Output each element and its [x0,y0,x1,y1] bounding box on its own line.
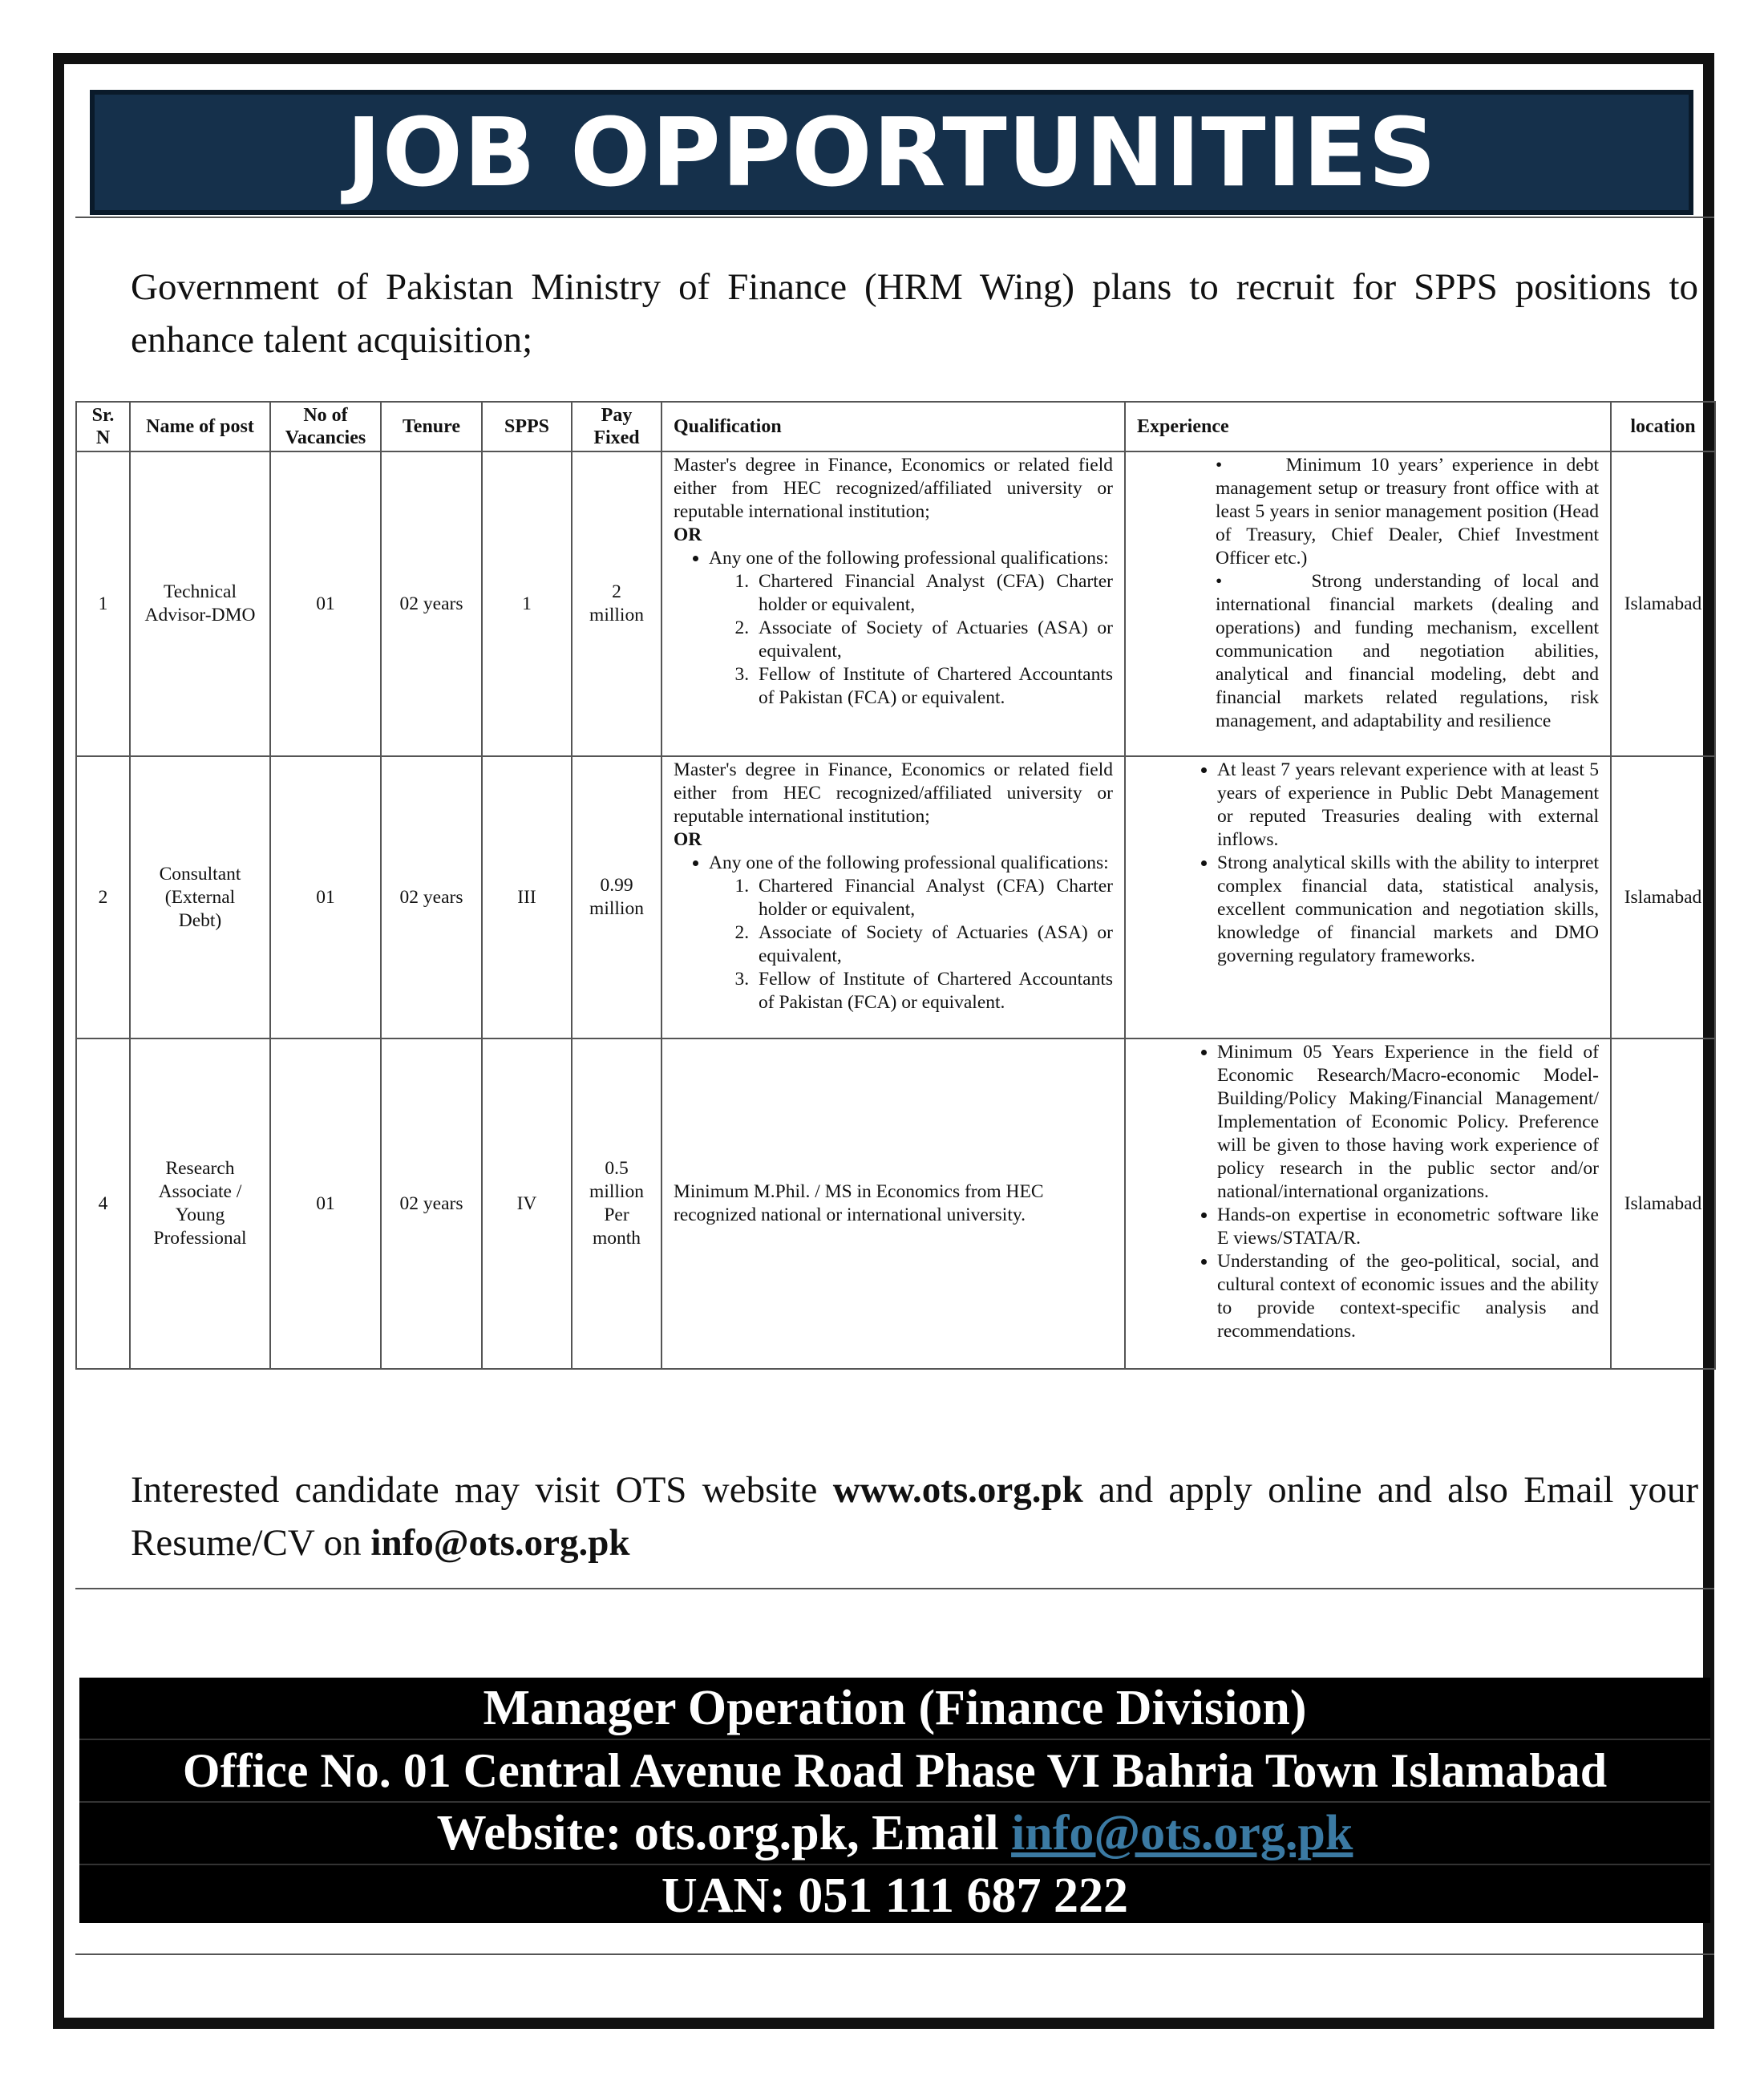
advertisement-frame [53,53,1714,2029]
banner-title: JOB OPPORTUNITIES [90,90,1693,215]
cell-sr: 2 [76,756,130,1038]
header-location: location [1611,402,1715,451]
qualification-or: OR [674,524,702,545]
divider [75,217,1714,218]
ots-website-link[interactable]: www.ots.org.pk [832,1469,1083,1511]
cell-experience [1125,1038,1611,1369]
list-item: • At least 7 years relevant experience with at least 5 years of experience in Public Debt Management or reputed Treasuries dealing with external inflows. [1217,759,1599,852]
header-sr: Sr. N [76,402,130,451]
qualification-list [674,852,1113,1014]
cell-pay: 2 million [572,451,662,756]
qualification-list [674,547,1113,710]
table-row [76,451,1715,756]
experience-list [1137,1041,1599,1343]
cell-pay: 0.99 million [572,756,662,1038]
header-vacancies: No of Vacancies [270,402,381,451]
cell-location: Islamabad [1611,451,1715,756]
experience-text: Strong understanding of local and international financial markets (dealing and operations) and funding mechanism, excellent communication and negotiation abilities, analytical and financial modeling, debt and financial markets related regulations, risk management, and adaptability and resilience [1216,571,1599,731]
cell-location: Islamabad [1611,756,1715,1038]
qualification-numbered-list [709,875,1113,1014]
list-item: • Strong understanding of local and international financial markets (dealing and operations) and funding mechanism, excellent communication and negotiation abilities, analytical and financial modeling, debt and financial markets related regulations, risk management, and adaptability and resilience [1216,571,1599,731]
table-row [76,1038,1715,1369]
header-name-of-post: Name of post [130,402,270,451]
cell-experience [1125,756,1611,1038]
list-item: • Minimum 10 years’ experience in debt management setup or treasury front office with at least 5 years in senior management position (Head of Treasury, Chief Dealer, Chief Investment Officer etc.) [1216,455,1600,569]
contact-web-email [79,1803,1710,1865]
qualification-intro: Master's degree in Finance, Economics or related field either from HEC recognized/affiliated university or reputable international institution; [674,759,1113,827]
cell-name-of-post: Consultant (External Debt) [130,756,270,1038]
list-item: • Strong analytical skills with the ability to interpret complex financial data, statistical analysis, excellent communication and negotiation skills, knowledge of financial markets and DMO governing regulatory frameworks. [1217,852,1599,968]
cell-tenure: 02 years [381,451,482,756]
qualification-bullet-text: Any one of the following professional qualifications: [709,548,1109,569]
contact-uan: UAN: 051 111 687 222 [661,1868,1129,1923]
cell-spps: 1 [482,451,572,756]
header-spps: SPPS [482,402,572,451]
qualification-numbered-list [709,570,1113,710]
header-tenure: Tenure [381,402,482,451]
experience-list [1137,759,1599,968]
list-item [709,547,1113,710]
cell-qualification [662,451,1125,756]
cell-tenure: 02 years [381,1038,482,1369]
cell-pay: 0.5 million Per month [572,1038,662,1369]
cell-location: Islamabad [1611,1038,1715,1369]
list-item [709,852,1113,1014]
list-item: 1. Chartered Financial Analyst (CFA) Charter holder or equivalent, [754,570,1113,617]
contact-block [79,1678,1710,1923]
header-pay: Pay Fixed [572,402,662,451]
list-item: • Understanding of the geo-political, social, and cultural context of economic issues and the ability to provide context-specific analysis and recommendations. [1217,1250,1599,1343]
jobs-table [75,401,1716,1370]
list-item: • Hands-on expertise in econometric software like E views/STATA/R. [1217,1204,1599,1250]
divider [75,1588,1714,1589]
qualification-or: OR [674,829,702,850]
cell-experience [1125,451,1611,756]
contact-web-text: Website: ots.org.pk, Email [436,1806,1012,1860]
contact-email-link[interactable]: info@ots.org.pk [1011,1806,1353,1860]
cell-vacancies: 01 [270,1038,381,1369]
list-item: 3. Fellow of Institute of Chartered Accountants of Pakistan (FCA) or equivalent. [754,663,1113,710]
cell-sr: 1 [76,451,130,756]
cell-name-of-post: Technical Advisor-DMO [130,451,270,756]
divider [75,1953,1714,1955]
cell-qualification [662,756,1125,1038]
ots-email-link[interactable]: info@ots.org.pk [370,1522,630,1564]
cell-vacancies: 01 [270,756,381,1038]
cell-qualification: Minimum M.Phil. / MS in Economics from HEC recognized national or international university. [662,1038,1125,1369]
qualification-intro: Master's degree in Finance, Economics or related field either from HEC recognized/affiliated university or reputable international institution; [674,455,1113,522]
cell-tenure: 02 years [381,756,482,1038]
cell-vacancies: 01 [270,451,381,756]
apply-text: and apply online and also Email your Resume/CV on [131,1469,1698,1564]
list-item: 3. Fellow of Institute of Chartered Accountants of Pakistan (FCA) or equivalent. [754,968,1113,1014]
list-item: 2. Associate of Society of Actuaries (ASA) or equivalent, [754,617,1113,663]
table-row [76,756,1715,1038]
apply-text: Interested candidate may visit OTS website [131,1469,833,1511]
list-item: • Minimum 05 Years Experience in the field of Economic Research/Macro-economic Model-Building/Policy Making/Financial Management/ Implementation of Economic Policy. Preference will be given to those having work experience of policy research in the public sector and/or national/international organizations. [1217,1041,1599,1204]
apply-paragraph [131,1464,1698,1569]
cell-sr: 4 [76,1038,130,1369]
qualification-bullet-text: Any one of the following professional qualifications: [709,852,1109,873]
intro-paragraph: Government of Pakistan Ministry of Finance (HRM Wing) plans to recruit for SPPS positions to enhance talent acquisition; [131,266,1698,361]
cell-spps: IV [482,1038,572,1369]
contact-address: Office No. 01 Central Avenue Road Phase VI Bahria Town Islamabad [79,1740,1710,1803]
cell-name-of-post: Research Associate / Young Professional [130,1038,270,1369]
table-header-row [76,402,1715,451]
header-experience: Experience [1125,402,1611,451]
list-item: 2. Associate of Society of Actuaries (ASA) or equivalent, [754,921,1113,968]
cell-spps: III [482,756,572,1038]
experience-text: Minimum 10 years’ experience in debt management setup or treasury front office with at least 5 years in senior management position (Head of Treasury, Chief Dealer, Chief Investment Officer etc.) [1216,455,1600,569]
contact-title: Manager Operation (Finance Division) [79,1678,1710,1740]
list-item: 1. Chartered Financial Analyst (CFA) Charter holder or equivalent, [754,875,1113,921]
header-qualification: Qualification [662,402,1125,451]
